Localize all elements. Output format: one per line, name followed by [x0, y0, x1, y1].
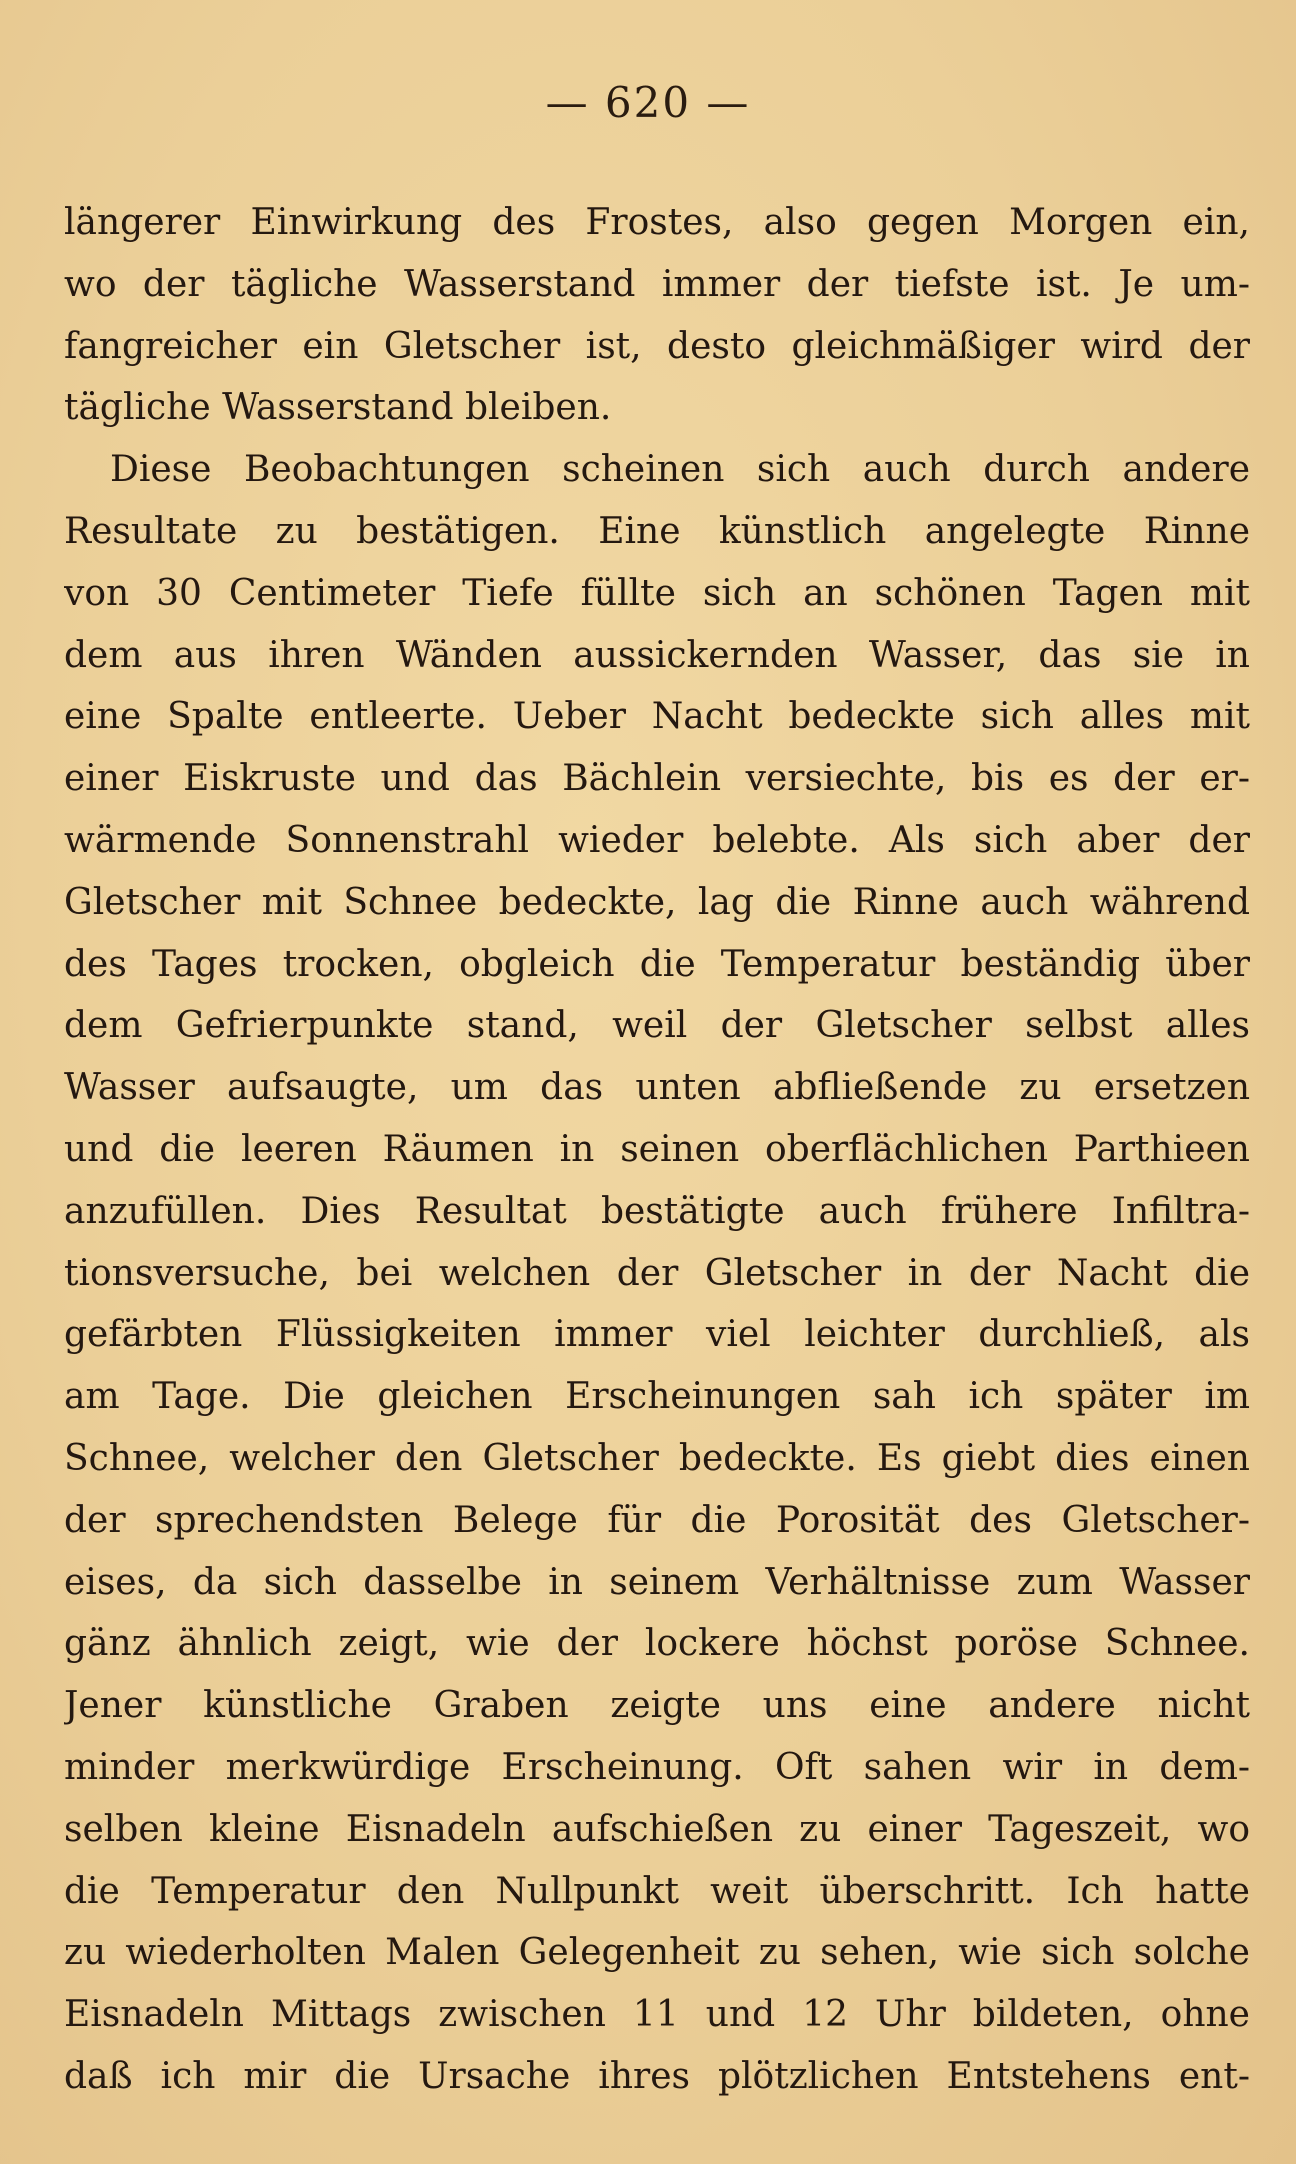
text-line: zu wiederholten Malen Gelegenheit zu sehen, wie sich solche — [64, 1932, 1250, 1974]
text-line: selben kleine Eisnadeln aufschießen zu einer Tageszeit, wo — [64, 1808, 1250, 1850]
text-line: Gletscher mit Schnee bedeckte, lag die Rinne auch während — [64, 881, 1250, 923]
text-line: Jener künstliche Graben zeigte uns eine andere nicht — [64, 1685, 1250, 1727]
text-line: dem Gefrierpunkte stand, weil der Gletscher selbst alles — [64, 1005, 1250, 1047]
text-line: des Tages trocken, obgleich die Temperatur beständig über — [64, 943, 1250, 985]
text-line: die Temperatur den Nullpunkt weit überschritt. Ich hatte — [64, 1870, 1250, 1912]
text-line: von 30 Centimeter Tiefe füllte sich an schönen Tagen mit — [64, 572, 1250, 614]
text-line: und die leeren Räumen in seinen oberflächlichen Parthieen — [64, 1128, 1250, 1170]
text-line: dem aus ihren Wänden aussickernden Wasser, das sie in — [64, 634, 1250, 676]
text-line: minder merkwürdige Erscheinung. Oft sahen wir in dem- — [64, 1746, 1250, 1788]
text-line: fangreicher ein Gletscher ist, desto gleichmäßiger wird der — [64, 325, 1250, 367]
text-line: einer Eiskruste und das Bächlein versiechte, bis es der er- — [64, 758, 1250, 800]
body-text — [64, 192, 1250, 2108]
text-line: gefärbten Flüssigkeiten immer viel leichter durchließ, als — [64, 1314, 1250, 1356]
page-number: — 620 — — [545, 78, 751, 127]
text-line: wo der tägliche Wasserstand immer der tiefste ist. Je um- — [64, 263, 1250, 305]
text-line: gänz ähnlich zeigt, wie der lockere höchst poröse Schnee. — [64, 1623, 1250, 1665]
text-line: tägliche Wasserstand bleiben. — [64, 387, 612, 429]
text-line: tionsversuche, bei welchen der Gletscher in der Nacht die — [64, 1252, 1250, 1294]
text-line: der sprechendsten Belege für die Porosität des Gletscher- — [64, 1499, 1250, 1541]
text-line: eises, da sich dasselbe in seinem Verhältnisse zum Wasser — [64, 1561, 1250, 1603]
text-line: Schnee, welcher den Gletscher bedeckte. Es giebt dies einen — [64, 1437, 1250, 1479]
text-line: Resultate zu bestätigen. Eine künstlich angelegte Rinne — [64, 510, 1250, 552]
text-line: Wasser aufsaugte, um das unten abfließende zu ersetzen — [64, 1067, 1250, 1109]
text-line: eine Spalte entleerte. Ueber Nacht bedeckte sich alles mit — [64, 696, 1250, 738]
text-line: anzufüllen. Dies Resultat bestätigte auch frühere Infiltra- — [64, 1190, 1250, 1232]
text-line: am Tage. Die gleichen Erscheinungen sah ich später im — [64, 1376, 1250, 1418]
text-line: längerer Einwirkung des Frostes, also gegen Morgen ein, — [64, 202, 1250, 243]
text-line: Diese Beobachtungen scheinen sich auch durch andere — [110, 449, 1250, 491]
text-line: daß ich mir die Ursache ihres plötzlichen Entstehens ent- — [64, 2055, 1250, 2097]
text-line: Eisnadeln Mittags zwischen 11 und 12 Uhr bildeten, ohne — [64, 1994, 1250, 2036]
text-line: wärmende Sonnenstrahl wieder belebte. Als sich aber der — [64, 819, 1250, 861]
